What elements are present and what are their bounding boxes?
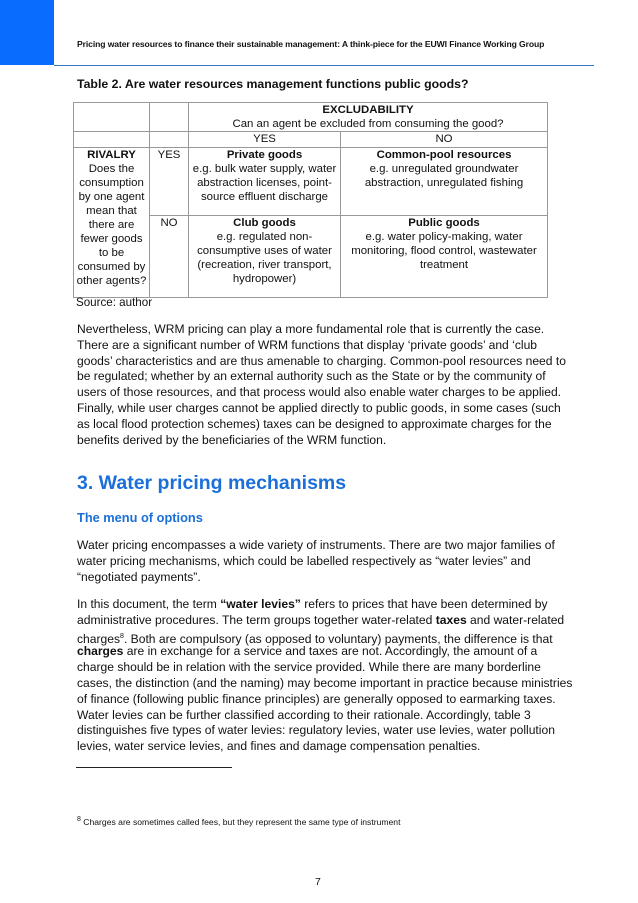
text-line: “negotiated payments”. bbox=[77, 569, 201, 584]
text: and water-related bbox=[466, 612, 565, 627]
text: administrative procedures. The term groups together water-related bbox=[77, 612, 436, 627]
text: are in exchange for a service and taxes are not. Accordingly, the amount of a bbox=[123, 644, 538, 659]
text-line: Finally, while user charges cannot be applied directly to public goods, in some cases (such bbox=[77, 400, 561, 415]
cell-club-goods bbox=[189, 216, 341, 298]
text-line: cases, the distinction (and the naming) may become important in practice because ministries bbox=[77, 675, 573, 690]
text-line: as local flood protection schemes) taxes can be designed to approximate charges for the bbox=[77, 416, 552, 431]
table-source: Source: author bbox=[76, 296, 153, 309]
text-line: Water levies can be further classified according to their rationale. Accordingly, table 3 bbox=[77, 707, 531, 722]
text: In this document, the term bbox=[77, 597, 221, 611]
subheading: The menu of options bbox=[77, 510, 203, 525]
text-line bbox=[77, 644, 572, 660]
page-number: 7 bbox=[315, 876, 321, 888]
text-line: charge should be in relation with the service provided. While there are many borderline bbox=[77, 660, 541, 675]
section-heading: 3. Water pricing mechanisms bbox=[77, 472, 347, 494]
text: refers to prices that have been determined by bbox=[300, 597, 548, 611]
row-yes: YES bbox=[150, 148, 189, 216]
text-line: benefits derived by the beneficiaries of the WRM function. bbox=[77, 432, 387, 447]
header-divider bbox=[54, 65, 594, 66]
header-brand-block bbox=[0, 0, 54, 65]
text-line: water pricing mechanisms, which could be labelled respectively as “water levies” and bbox=[77, 553, 531, 568]
table-caption: Table 2. Are water resources management functions public goods? bbox=[77, 77, 469, 91]
footnote-ref[interactable]: 8 bbox=[120, 632, 124, 640]
bold-term: taxes bbox=[435, 612, 467, 627]
excludability-title: EXCLUDABILITY bbox=[322, 104, 414, 116]
text-line bbox=[77, 597, 572, 613]
text: . Both are compulsory (as opposed to voluntary) payments, the difference is that bbox=[123, 631, 553, 646]
footnote bbox=[77, 816, 400, 827]
text-line: be regulated; whether by an external authority such as the State or by the community of bbox=[77, 369, 546, 384]
col-yes: YES bbox=[189, 132, 341, 148]
cell-public-goods bbox=[341, 216, 548, 298]
cell-desc: e.g. regulated non-consumptive uses of water (recreation, river transport, hydropower) bbox=[197, 231, 332, 285]
empty-cell bbox=[150, 103, 189, 132]
empty-cell bbox=[74, 132, 150, 148]
public-goods-table bbox=[73, 102, 548, 298]
footnote-divider bbox=[76, 767, 232, 768]
cell-desc: e.g. unregulated groundwater abstraction, unregulated fishing bbox=[364, 163, 524, 189]
text-line: levies, water service levies, and fines and damage compensation penalties. bbox=[77, 739, 481, 754]
text-line bbox=[77, 613, 572, 629]
text-line: Nevertheless, WRM pricing can play a more fundamental role that is currently the case. bbox=[77, 322, 545, 336]
rivalry-question: Does the consumption by one agent mean that there are fewer goods to be consumed by other agents? bbox=[76, 163, 147, 287]
rivalry-title: RIVALRY bbox=[87, 149, 136, 161]
cell-title: Common-pool resources bbox=[376, 149, 512, 161]
bold-term: “water levies” bbox=[220, 597, 301, 611]
bold-term: charges bbox=[77, 644, 124, 659]
excludability-question: Can an agent be excluded from consuming the good? bbox=[232, 118, 504, 130]
text-line: of finance (following public finance principles) are generally opposed to earmarking taxes. bbox=[77, 691, 556, 706]
empty-cell bbox=[150, 132, 189, 148]
cell-common-pool bbox=[341, 148, 548, 216]
cell-title: Private goods bbox=[226, 149, 303, 161]
text-line: There are a significant number of WRM functions that display ‘private goods’ and ‘club bbox=[77, 337, 538, 352]
cell-title: Club goods bbox=[233, 217, 296, 229]
paragraph-1 bbox=[77, 322, 566, 448]
cell-private-goods bbox=[189, 148, 341, 216]
text-line bbox=[77, 629, 572, 645]
footnote-number: 8 bbox=[77, 816, 81, 823]
text-line: goods’ characteristics and are thus amenable to charging. Common-pool resources need to bbox=[77, 353, 566, 368]
footnote-text: Charges are sometimes called fees, but they represent the same type of instrument bbox=[80, 816, 401, 827]
text-line: Water pricing encompasses a wide variety of instruments. There are two major families of bbox=[77, 538, 555, 552]
excludability-header bbox=[189, 103, 548, 132]
paragraph-2 bbox=[77, 538, 555, 585]
cell-desc: e.g. bulk water supply, water abstraction licenses, point-source effluent discharge bbox=[192, 163, 337, 203]
empty-cell bbox=[74, 103, 150, 132]
running-header: Pricing water resources to finance their sustainable management: A think-piece for the EUWI Finance Working Group bbox=[77, 39, 545, 49]
text: charges bbox=[77, 631, 121, 646]
rivalry-header bbox=[74, 148, 150, 298]
cell-title: Public goods bbox=[408, 217, 480, 229]
text-line: users of those resources, and that process would also enable water charges to be applied. bbox=[77, 385, 562, 400]
text-line: distinguishes five types of water levies: regulatory levies, water use levies, water pollution bbox=[77, 723, 555, 738]
row-no: NO bbox=[150, 216, 189, 298]
cell-desc: e.g. water policy-making, water monitoring, flood control, wastewater treatment bbox=[351, 231, 537, 271]
paragraph-3 bbox=[77, 597, 572, 755]
col-no: NO bbox=[341, 132, 548, 148]
